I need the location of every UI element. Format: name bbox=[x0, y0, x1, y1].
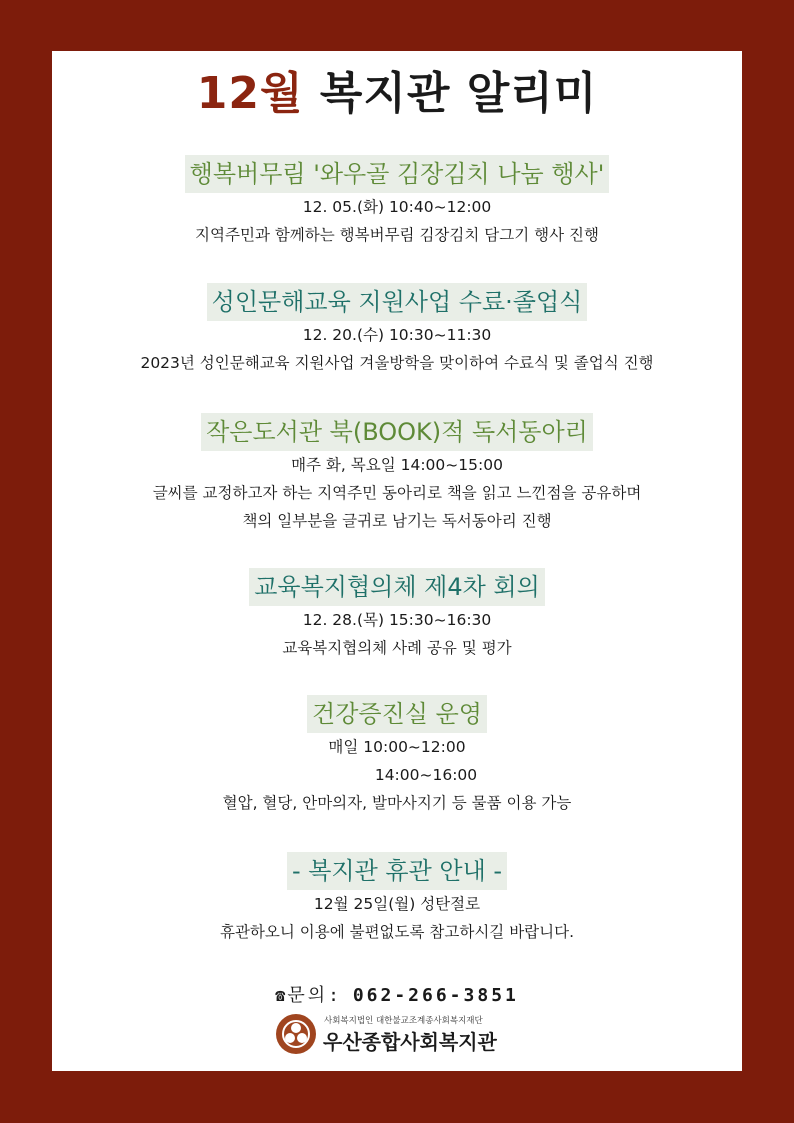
org-logo-icon bbox=[276, 1014, 316, 1054]
section-heading: 건강증진실 운영 bbox=[307, 695, 487, 733]
closure-description: 휴관하오니 이용에 불편없도록 참고하시길 바랍니다. bbox=[219, 923, 575, 941]
org-subtitle: 사회복지법인 대한불교조계종사회복지재단 bbox=[324, 1016, 483, 1026]
section-health-room bbox=[52, 695, 742, 817]
section-heading: 작은도서관 북(BOOK)적 독서동아리 bbox=[201, 413, 593, 451]
event-description: 책의 일부분을 글귀로 남기는 독서동아리 진행 bbox=[242, 512, 552, 530]
event-description: 글씨를 교정하고자 하는 지역주민 동아리로 책을 읽고 느낀점을 공유하며 bbox=[152, 484, 642, 502]
section-heading: 행복버무림 '와우골 김장김치 나눔 행사' bbox=[185, 155, 610, 193]
event-description: 혈압, 혈당, 안마의자, 발마사지기 등 물품 이용 가능 bbox=[222, 794, 572, 812]
page-title bbox=[52, 59, 742, 129]
event-datetime: 매일 10:00~12:00 bbox=[328, 738, 466, 756]
closure-date: 12월 25일(월) 성탄절로 bbox=[313, 895, 481, 913]
notice-sheet bbox=[52, 51, 742, 1071]
event-description: 2023년 성인문해교육 지원사업 겨울방학을 맞이하여 수료식 및 졸업식 진행 bbox=[140, 354, 654, 372]
phone-icon: ☎ bbox=[275, 986, 286, 1006]
event-datetime: 12. 20.(수) 10:30~11:30 bbox=[302, 326, 492, 344]
event-description: 지역주민과 함께하는 행복버무림 김장김치 담그기 행사 진행 bbox=[195, 226, 599, 244]
org-block bbox=[276, 1014, 536, 1058]
event-datetime: 12. 05.(화) 10:40~12:00 bbox=[302, 198, 492, 216]
event-datetime: 12. 28.(목) 15:30~16:30 bbox=[302, 611, 492, 629]
org-name: 우산종합사회복지관 bbox=[323, 1030, 497, 1054]
event-description: 교육복지협의체 사례 공유 및 평가 bbox=[282, 639, 512, 657]
contact-label: 문의: bbox=[287, 985, 342, 1006]
section-literacy-graduation bbox=[52, 283, 742, 377]
section-heading: - 복지관 휴관 안내 - bbox=[287, 852, 507, 890]
title-month: 12월 bbox=[196, 68, 304, 119]
event-datetime-second: 14:00~16:00 bbox=[374, 766, 478, 784]
section-council-meeting bbox=[52, 568, 742, 662]
title-text: 복지관 알리미 bbox=[319, 68, 598, 119]
section-kimchi-event bbox=[52, 155, 742, 249]
contact-number: 062-266-3851 bbox=[352, 985, 519, 1006]
section-closure-notice bbox=[52, 852, 742, 946]
section-book-club bbox=[52, 413, 742, 535]
section-heading: 교육복지협의체 제4차 회의 bbox=[249, 568, 545, 606]
event-datetime: 매주 화, 목요일 14:00~15:00 bbox=[291, 456, 503, 474]
contact-line bbox=[52, 983, 742, 1009]
section-heading: 성인문해교육 지원사업 수료·졸업식 bbox=[207, 283, 588, 321]
